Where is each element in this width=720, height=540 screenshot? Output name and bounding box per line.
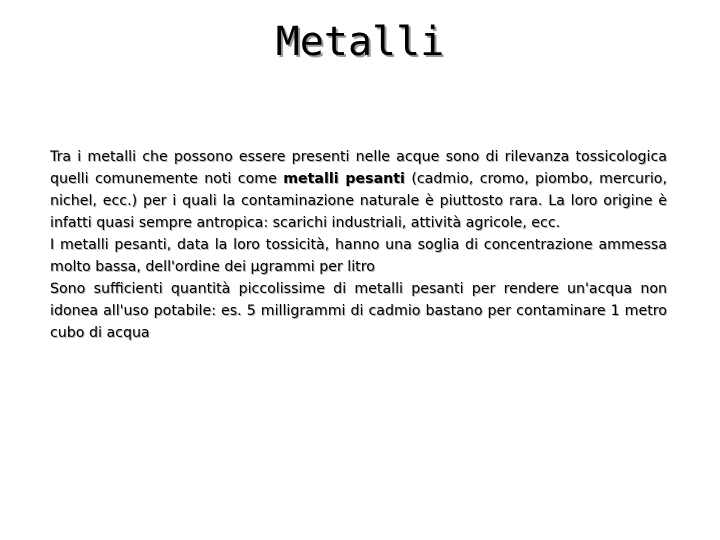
paragraph-1 [50,146,667,234]
slide-body [50,146,667,344]
paragraph-1-emphasis: metalli pesanti [283,171,405,187]
paragraph-1-text-before: Tra i metalli che possono essere presenti nelle acque sono di rilevanza tossicologica quelli comunemente noti come [50,149,667,187]
paragraph-3: Sono sufficienti quantità piccolissime di metalli pesanti per rendere un'acqua non idonea all'uso potabile: es. 5 milligrammi di cadmio bastano per contaminare 1 metro cubo di acqua [50,281,667,341]
slide-title: Metalli [275,19,445,65]
paragraph-1-text-after: (cadmio, cromo, piombo, mercurio, nichel, ecc.) per i quali la contaminazione naturale è piuttosto rara. La loro origine è infatti quasi sempre antropica: scarichi industriali, attività agricole, ecc. [50,171,667,231]
paragraph-2: I metalli pesanti, data la loro tossicità, hanno una soglia di concentrazione ammessa molto bassa, dell'ordine dei μgrammi per litro [50,237,667,275]
